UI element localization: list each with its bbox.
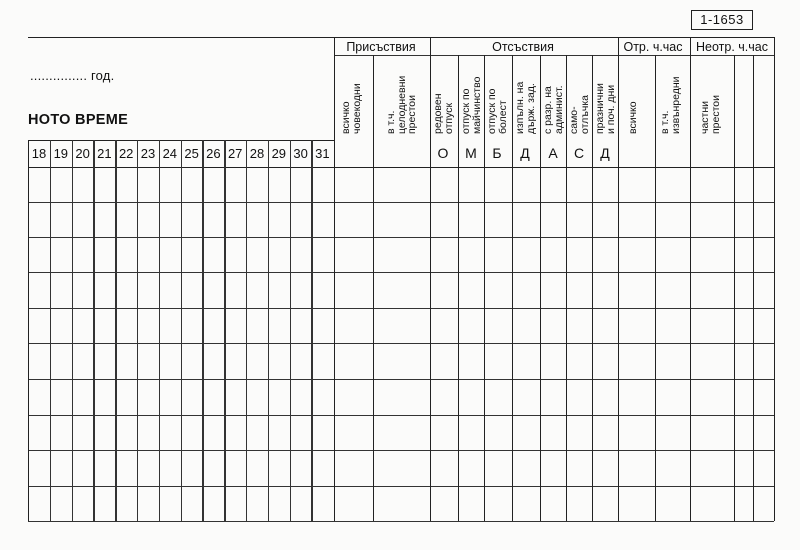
absence-col-label — [461, 77, 482, 134]
day-column-line — [93, 140, 94, 521]
row-line — [28, 486, 774, 487]
day-number: 20 — [75, 146, 90, 161]
absence-header: Отсъствия — [492, 40, 554, 54]
day-column-line — [72, 140, 73, 521]
day-column-line — [50, 140, 51, 521]
day-column-line — [290, 140, 291, 521]
col-label-line: отпуск — [442, 102, 455, 134]
year-line: ............... год. — [30, 68, 115, 83]
col-label-line: в т.ч. — [385, 110, 397, 134]
day-number: 25 — [184, 146, 199, 161]
presence-col-idle — [386, 76, 418, 134]
absence-code-letter: О — [437, 145, 449, 161]
col-label-line: отпуск по — [486, 88, 498, 134]
absence-code-letter: М — [465, 145, 477, 161]
column-line — [734, 55, 735, 521]
col-label-line: престои — [406, 94, 418, 134]
row-line — [28, 308, 774, 309]
day-column-line — [115, 140, 116, 521]
day-column-line — [311, 140, 312, 521]
form-code: 1-1653 — [691, 10, 753, 30]
absence-col-label — [433, 93, 454, 134]
col-label-line: и поч. дни — [604, 84, 617, 134]
day-column-line — [224, 140, 225, 521]
column-line — [28, 140, 29, 521]
day-column-line — [202, 140, 203, 521]
col-label-line: в т.ч. — [659, 110, 671, 134]
absence-col-label — [515, 82, 536, 134]
row-line — [28, 415, 774, 416]
day-column-line — [159, 140, 160, 521]
absence-code-letter: Д — [520, 145, 530, 161]
row-line — [28, 379, 774, 380]
presence-header: Присъствия — [346, 40, 416, 54]
overtime-header: Отр. ч.час — [623, 40, 683, 54]
column-line — [774, 37, 775, 521]
column-line — [753, 55, 754, 521]
overtime-col-total — [628, 101, 639, 134]
page-title: НОТО ВРЕМЕ — [28, 112, 129, 128]
column-line — [373, 55, 374, 521]
col-label-line: празнични — [594, 83, 606, 134]
row-line — [28, 450, 774, 451]
absence-col-label — [569, 95, 590, 134]
day-column-line — [181, 140, 182, 521]
presence-col-total — [341, 83, 362, 134]
absence-code-letter: С — [573, 145, 585, 161]
header-bottom-line — [28, 167, 774, 168]
day-number: 23 — [140, 146, 156, 161]
col-label-line: целодневни — [395, 75, 408, 134]
day-number: 28 — [249, 146, 265, 161]
row-line — [28, 202, 774, 203]
absence-code-letter: Б — [492, 145, 502, 161]
day-number: 27 — [227, 146, 243, 161]
col-label-line: само- — [568, 106, 580, 134]
day-column-line — [246, 140, 247, 521]
day-number: 26 — [206, 146, 221, 161]
col-label-line: редовен — [432, 93, 444, 134]
group-divider-line — [334, 55, 774, 56]
row-line — [28, 343, 774, 344]
row-line — [28, 237, 774, 238]
col-label-line: извънредни — [669, 76, 682, 134]
row-line — [28, 272, 774, 273]
col-label-line: всичко — [340, 101, 352, 134]
col-label-line: престои — [709, 94, 722, 134]
unworked-header: Неотр. ч.час — [696, 40, 768, 54]
col-label-line: с разр. на — [542, 86, 554, 134]
col-label-line: всичко — [627, 101, 639, 134]
day-number: 30 — [293, 146, 308, 161]
day-number: 24 — [162, 146, 178, 161]
absence-code-letter: Д — [600, 145, 610, 161]
col-label-line: майчинство — [470, 76, 483, 134]
absence-code-letter: А — [548, 145, 558, 161]
day-column-line — [137, 140, 138, 521]
col-label-line: частни — [699, 100, 711, 134]
day-number: 29 — [271, 146, 287, 161]
unworked-col-private — [700, 95, 721, 134]
absence-col-label — [487, 88, 508, 134]
column-line — [334, 37, 335, 521]
day-column-line — [268, 140, 269, 521]
col-label-line: държ. зад. — [524, 83, 537, 134]
col-label-line: админист. — [552, 85, 565, 134]
row-line — [28, 521, 774, 522]
day-number: 31 — [315, 146, 330, 161]
day-number: 22 — [118, 146, 134, 161]
absence-col-label — [595, 83, 616, 134]
column-line — [618, 37, 619, 521]
col-label-line: отлъчка — [578, 94, 591, 134]
overtime-col-extra — [660, 76, 681, 134]
absence-col-label — [543, 85, 564, 134]
col-label-line: изпълн. на — [514, 81, 526, 134]
grid-top-line — [28, 37, 774, 38]
col-label-line: отпуск по — [460, 88, 472, 134]
day-number: 19 — [53, 146, 69, 161]
column-line — [690, 37, 691, 521]
col-label-line: болест — [496, 100, 509, 134]
day-number: 18 — [31, 146, 47, 161]
column-line — [655, 55, 656, 521]
col-label-line: човекодни — [350, 83, 363, 134]
day-number: 21 — [97, 146, 112, 161]
